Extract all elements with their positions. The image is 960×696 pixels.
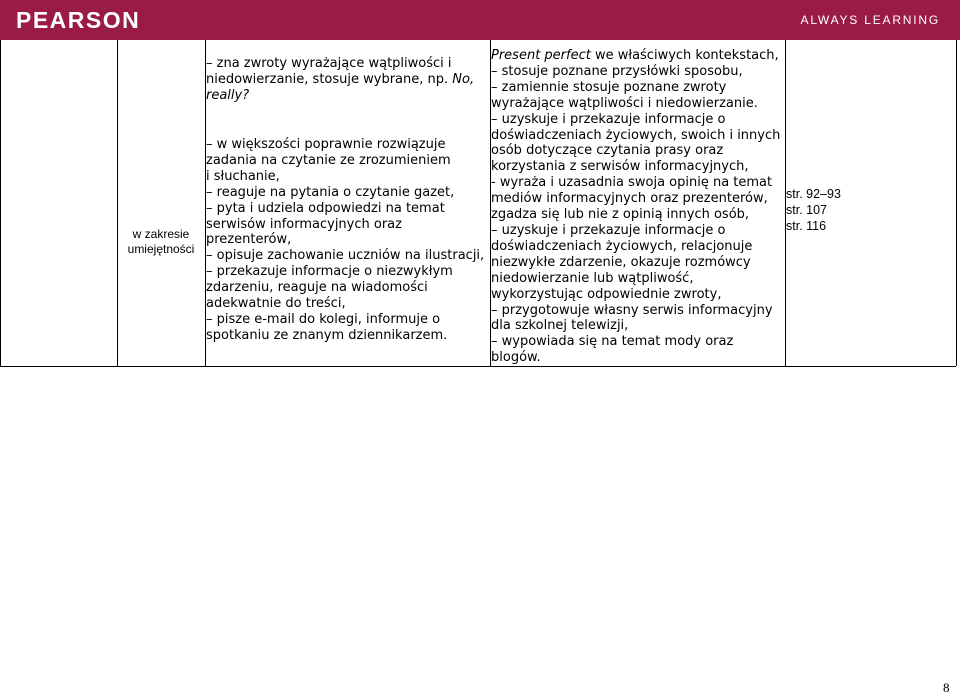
text-line: korzystania z serwisów informacyjnych, — [491, 159, 749, 175]
text-line: serwisów informacyjnych oraz — [206, 216, 402, 232]
text-line: – zamiennie stosuje poznane zwroty — [491, 79, 727, 95]
col2-top-block — [206, 56, 474, 104]
text-line: - wyraża i uzasadnia swoja opinię na temat — [491, 175, 773, 191]
text-line: spotkaniu ze znanym dziennikarzem. — [206, 327, 448, 343]
text-line: niezwykłe zdarzenie, okazuje rozmówcy — [491, 254, 751, 270]
col2-main-block — [206, 137, 484, 344]
text-line: niedowierzanie, stosuje wybrane, np. No, — [206, 71, 475, 87]
text-line: – pyta i udziela odpowiedzi na temat — [206, 200, 445, 216]
text-line: – reaguje na pytania o czytanie gazet, — [206, 184, 455, 200]
page-number: 8 — [943, 680, 950, 695]
text-line: str. 116 — [786, 219, 827, 233]
text-line: – stosuje poznane przysłówki sposobu, — [491, 63, 743, 79]
table-border-col1 — [117, 40, 118, 366]
pearson-logo: PEARSON — [16, 7, 141, 33]
text-line: really? — [206, 87, 250, 103]
text-line: – pisze e-mail do kolegi, informuje o — [206, 311, 441, 327]
col3-block — [491, 48, 780, 366]
text-line: adekwatnie do treści, — [206, 296, 346, 312]
text-line: – przekazuje informacje o niezwykłym — [206, 264, 453, 280]
page-references — [786, 186, 841, 234]
text-line: zgadza się lub nie z opinią innych osób, — [491, 207, 750, 223]
text-line: zadania na czytanie ze zrozumieniem — [206, 152, 451, 168]
text-line: – w większości poprawnie rozwiązuje — [206, 137, 446, 152]
text-line: – wypowiada się na temat mody oraz — [491, 334, 734, 350]
table-border-left — [0, 40, 1, 366]
text-line: str. 92–93 — [786, 187, 841, 201]
text-line: mediów informacyjnych oraz prezenterów, — [491, 191, 768, 207]
text-line: prezenterów, — [206, 232, 292, 248]
text-line: – przygotowuje własny serwis informacyjny — [491, 302, 773, 318]
text-line: dla szkolnej telewizji, — [491, 318, 629, 334]
tagline: ALWAYS LEARNING — [800, 13, 940, 27]
text-line: – uzyskuje i przekazuje informacje o — [491, 111, 726, 127]
text-line: wykorzystując odpowiednie zwroty, — [491, 286, 722, 302]
text-line: str. 107 — [786, 203, 827, 217]
row-label: w zakresie umiejętności — [127, 227, 195, 256]
text-line: doświadczeniach życiowych, relacjonuje — [491, 238, 753, 254]
header-bar — [0, 0, 960, 40]
table-border-bottom — [0, 366, 956, 367]
text-line: osób dotyczące czytania prasy oraz — [491, 143, 724, 159]
text-line: i słuchanie, — [206, 168, 280, 184]
table-border-right — [956, 40, 957, 366]
text-line: – zna zwroty wyrażające wątpliwości i — [206, 56, 452, 71]
text-line: doświadczeniach życiowych, swoich i innych — [491, 127, 781, 143]
text-line: zdarzeniu, reaguje na wiadomości — [206, 280, 428, 296]
text-line: blogów. — [491, 350, 541, 366]
text-line: – uzyskuje i przekazuje informacje o — [491, 222, 726, 238]
text-line: Present perfect we właściwych kontekstach, — [491, 48, 779, 63]
text-line: niedowierzanie lub wątpliwość, — [491, 270, 694, 286]
text-line: – opisuje zachowanie uczniów na ilustracji, — [206, 248, 485, 264]
text-line: wyrażające wątpliwości i niedowierzanie. — [491, 95, 758, 111]
